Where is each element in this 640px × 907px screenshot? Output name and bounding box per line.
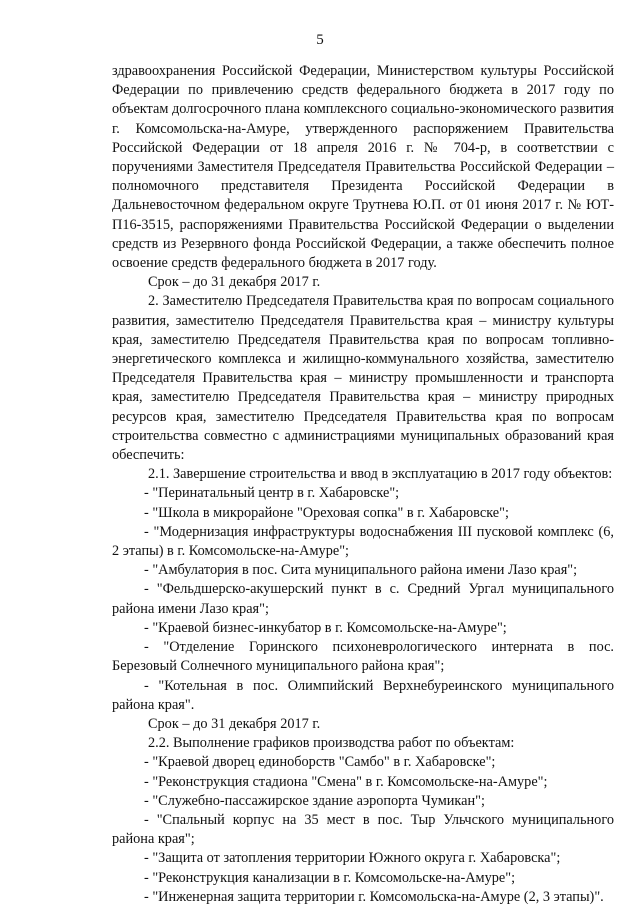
list-item: - "Котельная в пос. Олимпийский Верхнебуреинского муниципального района края". <box>112 677 614 713</box>
list-item: - "Реконструкция стадиона "Смена" в г. Комсомольске-на-Амуре"; <box>144 773 548 790</box>
list-item: - "Краевой бизнес-инкубатор в г. Комсомольске-на-Амуре"; <box>144 619 507 636</box>
document-body <box>112 62 614 907</box>
list-item: - "Инженерная защита территории г. Комсомольска-на-Амуре (2, 3 этапы)". <box>144 888 604 905</box>
paragraph-item-2-1: 2.1. Завершение строительства и ввод в эксплуатацию в 2017 году объектов: <box>148 466 613 483</box>
list-item: - "Отделение Горинского психоневрологического интерната в пос. Березовый Солнечного муниципального района края"; <box>112 639 614 675</box>
list-item: - "Фельдшерско-акушерский пункт в с. Средний Ургал муниципального района имени Лазо края"; <box>112 581 614 617</box>
paragraph-continuation: здравоохранения Российской Федерации, Министерством культуры Российской Федерации по привлечению средств федерального бюджета в 2017 году по объектам долгосрочного плана комплексного социально-экономического развития г. Комсомольска-на-Амуре, утвержденного распоряжением Правительства Российской Федерации от 18 апреля 2016 г. № 704-р, в соответствии с поручениями Заместителя Председателя Правительства Российской Федерации – полномочного представителя Президента Российской Федерации в Дальневосточном федеральном округе Трутнева Ю.П. от 01 июня 2017 г. № ЮТ-П16-3515, распоряжениями Правительства Российской Федерации о выделении средств из Резервного фонда Российской Федерации, а также обеспечить полное освоение средств федерального бюджета в 2017 году. <box>112 63 614 272</box>
deadline-line: Срок – до 31 декабря 2017 г. <box>148 274 321 291</box>
list-item: - "Служебно-пассажирское здание аэропорта Чумикан"; <box>144 792 485 809</box>
page-number: 5 <box>316 32 324 48</box>
list-item: - "Реконструкция канализации в г. Комсомольске-на-Амуре"; <box>144 869 516 886</box>
list-item: - "Амбулатория в пос. Сита муниципального района имени Лазо края"; <box>144 562 578 579</box>
list-item: - "Школа в микрорайоне "Ореховая сопка" в г. Хабаровске"; <box>144 504 509 521</box>
deadline-line: Срок – до 31 декабря 2017 г. <box>148 715 321 732</box>
list-item: - "Перинатальный центр в г. Хабаровске"; <box>144 485 400 502</box>
paragraph-item-2-2: 2.2. Выполнение графиков производства работ по объектам: <box>148 735 515 752</box>
list-item: - "Модернизация инфраструктуры водоснабжения III пусковой комплекс (6, 2 этапы) в г. Комсомольске-на-Амуре"; <box>112 523 614 560</box>
list-item: - "Защита от затопления территории Южного округа г. Хабаровска"; <box>144 850 561 867</box>
paragraph-item-2: 2. Заместителю Председателя Правительства края по вопросам социального развития, заместителю Председателя Правительства края – министру культуры края, заместителю Председателя Правительства края по вопросам топливно-энергетического комплекса и жилищно-коммунального хозяйства, заместителю Председателя Правительства края – министру промышленности и транспорта края, заместителю Председателя Правительства края – министру природных ресурсов края, заместителю Председателя Правительства края по вопросам строительства совместно с администрациями муниципальных образований края обеспечить: <box>112 293 614 464</box>
list-item: - "Краевой дворец единоборств "Самбо" в г. Хабаровске"; <box>144 754 496 771</box>
list-item: - "Спальный корпус на 35 мест в пос. Тыр Ульчского муниципального района края"; <box>112 811 614 848</box>
